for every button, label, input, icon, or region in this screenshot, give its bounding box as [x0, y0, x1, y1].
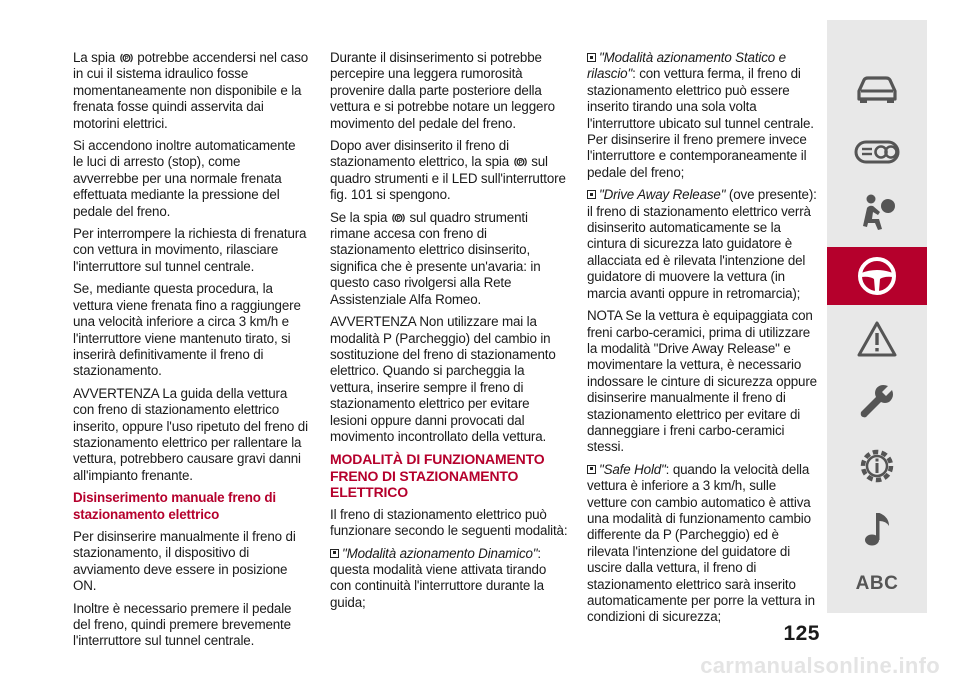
paragraph: Se, mediante questa procedura, la vettura viene frenata fino a raggiungere una velocità inferiore a circa 3 km/h e l'interruttore viene mantenuto tirato, si inserirà definitivamente il freno di stazionamento.: [73, 281, 301, 379]
dashboard-icon: [854, 139, 900, 165]
chapter-sidebar: [827, 20, 927, 613]
paragraph: Durante il disinserimento si potrebbe percepire una leggera rumorosità provenire dalla parte posteriore della vettura e si potrebbe notare un leggero movimento del pedale del freno.: [330, 50, 555, 131]
column-right: [587, 50, 819, 632]
paragraph: Si accendono inoltre automaticamente le luci di arresto (stop), come avverrebbe per una normale frenata effettuata mediante la pressione del pedale del freno.: [73, 138, 296, 219]
sidebar-item-technical-data[interactable]: [827, 437, 927, 495]
paragraph: [73, 50, 309, 132]
sidebar-item-vehicle[interactable]: [827, 60, 927, 118]
bullet-text: : con vettura ferma, il freno di stazionamento elettrico può essere inserito tirando una sola volta l'interruttore ubicato sul tunnel centrale. Per disinserire il freno premere invece l'interruttore e contemporaneamente il pedale del freno;: [587, 66, 814, 180]
bullet-icon: [330, 549, 339, 558]
section-heading: MODALITÀ DI FUNZIONAMENTO FRENO DI STAZIONAMENTO ELETTRICO: [330, 451, 545, 501]
text: Dopo aver disinserito il freno di stazionamento elettrico, la spia: [330, 138, 510, 170]
svg-text:P: P: [124, 56, 129, 63]
bullet-item: [587, 50, 819, 181]
text: sul quadro strumenti e il LED sull'interruttore fig. 101 si spengono.: [330, 154, 566, 203]
text: sul quadro strumenti rimane accesa con freno di stazionamento elettrico disinserito, significa che è presente un'avaria: in questo caso rivolgersi alla Rete Assistenziale Alfa Romeo.: [330, 209, 541, 307]
svg-text:P: P: [518, 160, 522, 167]
column-left: [73, 50, 309, 656]
bullet-title: "Drive Away Release": [599, 187, 726, 203]
bullet-icon: [587, 465, 596, 474]
music-note-icon: [861, 509, 893, 549]
note-paragraph: NOTA Se la vettura è equipaggiata con freni carbo-ceramici, prima di utilizzare la modalità "Drive Away Release" e movimentare la vettura, è necessario indossare le cinture di sicurezza oppure disinserire manualmente il freno di stazionamento elettrico per evitare di danneggiare i freni carbo-ceramici stessi.: [587, 308, 817, 455]
sidebar-item-safety[interactable]: [827, 183, 927, 241]
sidebar-item-emergency[interactable]: [827, 310, 927, 368]
bullet-icon: [587, 53, 596, 62]
text: potrebbe accendersi nel caso in cui il sistema idraulico fosse momentaneamente non disponibile e la frenata fosse quindi asservita dai motorini elettrici.: [73, 50, 309, 131]
subheading: Disinserimento manuale freno di stazionamento elettrico: [73, 490, 276, 522]
specs-gear-icon: [857, 446, 897, 486]
warning-paragraph: AVVERTENZA Non utilizzare mai la modalità P (Parcheggio) del cambio in sostituzione del freno di stazionamento elettrico. Quando si parcheggia la vettura, inserire sempre il freno di stazionamento elettrico per evitare lesioni oppure danni provocati dal movimento incontrollato della vettura.: [330, 314, 556, 444]
page-number: 125: [783, 622, 820, 645]
column-middle: [330, 50, 568, 617]
bullet-item: [587, 462, 819, 626]
paragraph: Inoltre è necessario premere il pedale del freno, quindi premere brevemente l'interruttore sul tunnel centrale.: [73, 600, 292, 649]
abc-icon: ABC: [855, 573, 899, 594]
bullet-title: "Modalità azionamento Dinamico": [342, 545, 538, 561]
parking-brake-warning-icon: [514, 156, 527, 168]
car-icon: [855, 74, 899, 104]
paragraph: [330, 210, 568, 308]
bullet-icon: [587, 190, 596, 199]
paragraph: [330, 138, 568, 204]
svg-text:P: P: [396, 215, 401, 222]
parking-brake-warning-icon: [120, 52, 133, 64]
text: Se la spia: [330, 209, 388, 225]
bullet-item: [330, 546, 568, 612]
sidebar-item-dashboard[interactable]: [827, 123, 927, 181]
sidebar-item-driving[interactable]: [827, 247, 927, 305]
sidebar-item-maintenance[interactable]: [827, 372, 927, 430]
sidebar-item-multimedia[interactable]: [827, 500, 927, 558]
paragraph: Il freno di stazionamento elettrico può funzionare secondo le seguenti modalità:: [330, 506, 568, 539]
bullet-text: : quando la velocità della vettura è inferiore a 3 km/h, sulle vetture con cambio automatico è attiva una modalità di funzionamento cambio differente da P (Parcheggio) ed è rilevata l'intenzione del guidatore di uscire dalla vettura, il freno di stazionamento elettrico sarà inserito automaticamente per porre la vettura in condizioni di sicurezza;: [587, 461, 815, 625]
warning-paragraph: AVVERTENZA La guida della vettura con freno di stazionamento elettrico inserito, oppure l'uso ripetuto del freno di stazionamento elettrico per rallentare la vettura, potrebbero causare gravi danni all'impianto frenante.: [73, 385, 308, 483]
paragraph: Per disinserire manualmente il freno di stazionamento, il dispositivo di avviamento deve essere in posizione ON.: [73, 528, 296, 594]
watermark: carmanualsonline.info: [700, 653, 940, 678]
bullet-title: "Safe Hold": [599, 461, 666, 477]
warning-icon: [856, 320, 898, 358]
parking-brake-warning-icon: [392, 212, 405, 224]
wrench-icon: [857, 381, 897, 421]
text: La spia: [73, 50, 116, 65]
paragraph: Per interrompere la richiesta di frenatura con vettura in movimento, rilasciare l'interruttore sul tunnel centrale.: [73, 226, 307, 274]
sidebar-item-index[interactable]: [827, 555, 927, 613]
steering-wheel-icon: [856, 255, 898, 297]
bullet-title: "Modalità azionamento Statico e rilascio": [587, 50, 786, 82]
bullet-item: [587, 187, 819, 302]
bullet-text: (ove presente): il freno di stazionamento elettrico verrà disinserito automaticamente se la cintura di sicurezza lato guidatore è allacciata ed è rilevata l'intenzione del guidatore di muovere la vettura (in marcia avanti oppure in retromarcia);: [587, 187, 817, 301]
bullet-text: : questa modalità viene attivata tirando con continuità l'interruttore durante la guida;: [330, 545, 547, 610]
airbag-icon: [857, 192, 897, 232]
